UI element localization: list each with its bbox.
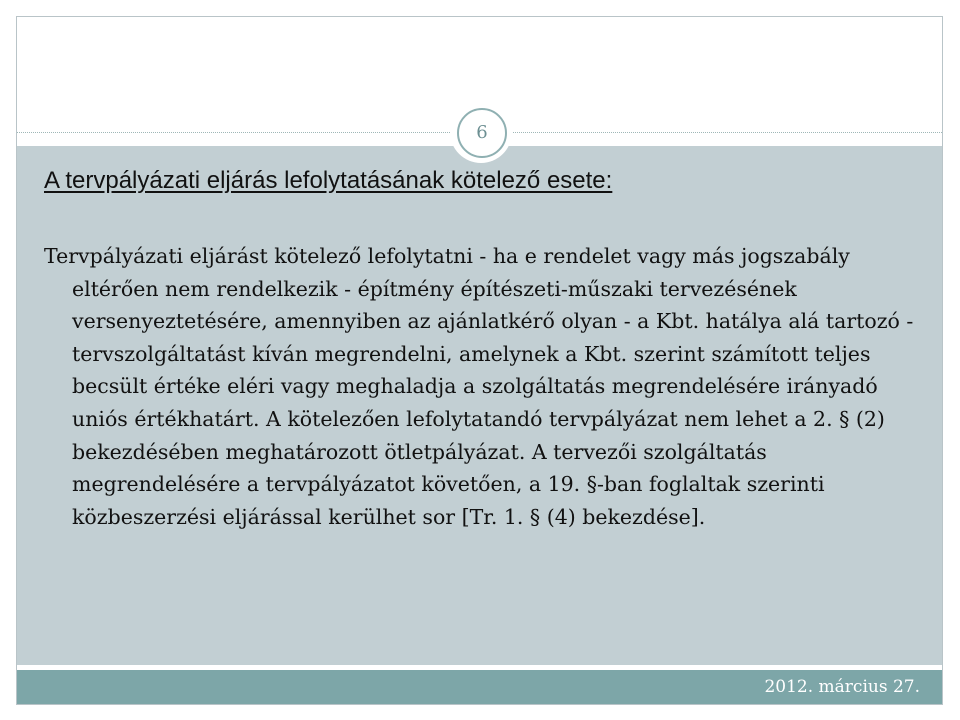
page-number-badge [452,103,510,161]
page-number: 6 [457,108,507,158]
slide-body-text: Tervpályázati eljárást kötelező lefolytatni - ha e rendelet vagy más jogszabály eltérően nem rendelkezik - építmény építészeti-műszaki tervezésének versenyeztetésére, amennyiben az ajánlatkérő olyan - a Kbt. hatálya alá tartozó - tervszolgáltatást kíván megrendelni, amelynek a Kbt. szerint számított teljes becsült értéke eléri vagy meghaladja a szolgáltatás megrendelésére irányadó uniós értékhatárt. A kötelezően lefolytatandó tervpályázat nem lehet a 2. § (2) bekezdésében meghatározott ötletpályázat. A tervezői szolgáltatás megrendelésére a tervpályázatot követően, a 19. §-ban foglaltak szerinti közbeszerzési eljárással kerülhet sor [Tr. 1. § (4) bekezdése]. [44,244,914,529]
footer-date: 2012. március 27. [764,677,920,697]
slide-title: A tervpályázati eljárás lefolytatásának kötelező esete: [44,167,613,194]
